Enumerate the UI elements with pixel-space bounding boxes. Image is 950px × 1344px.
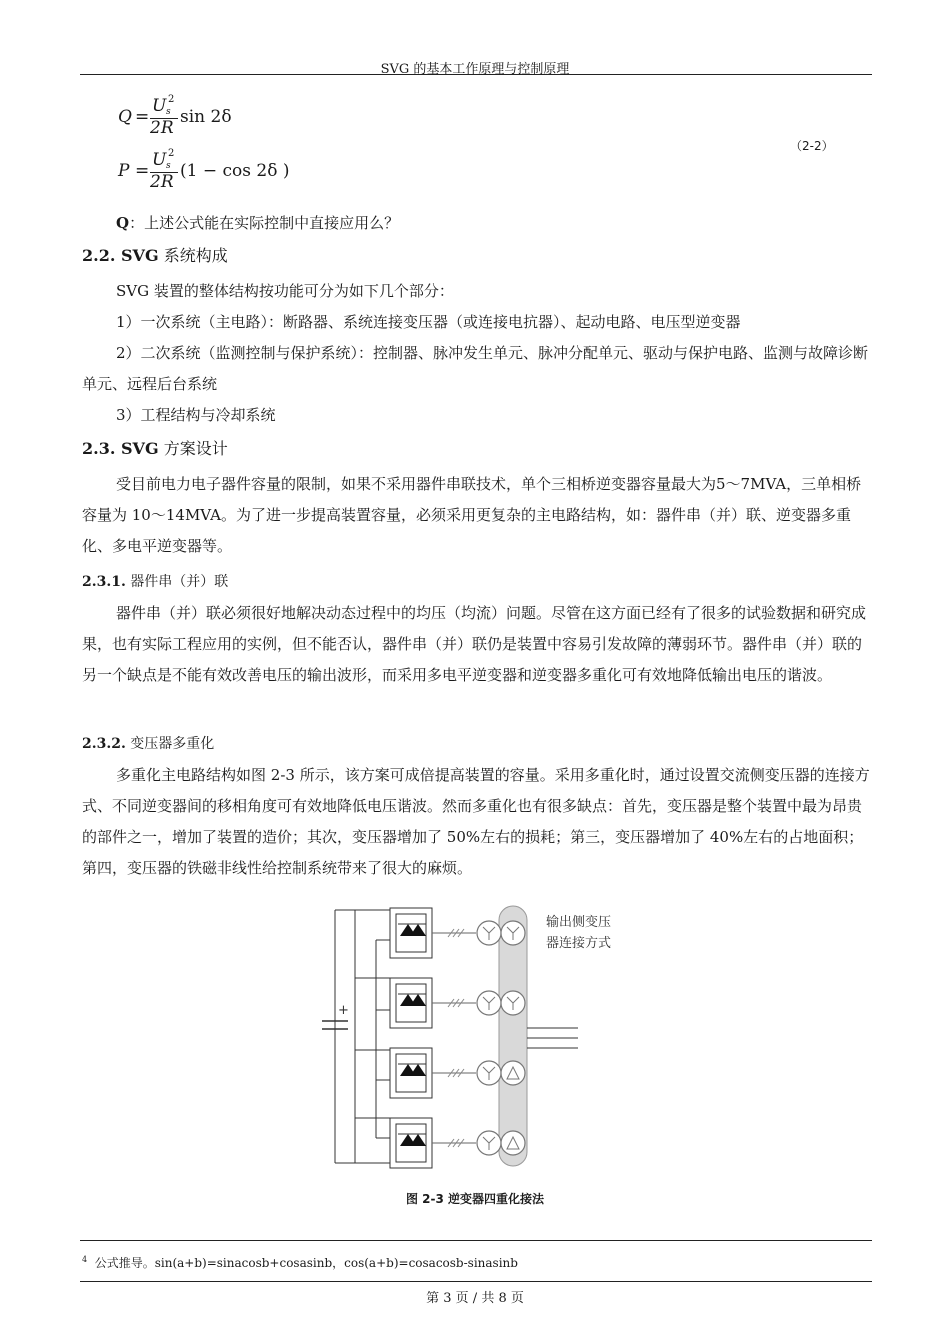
phase-hatch-marks xyxy=(448,929,464,1147)
section-2-3-1-number: 2.3.1. xyxy=(82,574,126,590)
numerator-u: U xyxy=(152,150,167,170)
section-2-2-item-2: 2）二次系统（监测控制与保护系统）：控制器、脉冲发生单元、脉冲分配单元、驱动与保护电路、监测与故障诊断单元、远程后台系统 xyxy=(82,344,869,393)
section-2-3-paragraph: 受目前电力电子器件容量的限制，如果不采用器件串联技术，单个三相桥逆变器容量最大为5～7MVA，三单相桥容量为 10～14MVA。为了进一步提高装置容量，必须采用更复杂的主电路结构，如：器件串（并）联、逆变器多重化、多电平逆变器等。 xyxy=(82,475,862,555)
section-2-3-2-paragraph: 多重化主电路结构如图 2-3 所示，该方案可成倍提高装置的容量。采用多重化时，通过设置交流侧变压器的连接方式、不同逆变器间的移相角度可有效地降低电压谐波。然而多重化也有很多缺点：首先，变压器是整个装置中最为昂贵的部件之一，增加了装置的造价；其次，变压器增加了 50%左右的损耗；第三，变压器增加了 40%左右的占地面积；第四，变压器的铁磁非线性给控制系统带来了很大的麻烦。 xyxy=(82,766,870,877)
section-2-2-number: 2.2. SVG xyxy=(82,246,159,265)
numerator-sup: 2 xyxy=(168,94,175,105)
ac-output-lines xyxy=(527,1028,578,1048)
question-label: Q xyxy=(116,214,130,232)
section-2-3-2-number: 2.3.2. xyxy=(82,736,126,752)
equals-sign: = xyxy=(135,161,150,181)
section-2-3-title: 方案设计 xyxy=(158,439,228,458)
section-2-3-2-title: 变压器多重化 xyxy=(125,736,215,752)
transformer-secondary-winding xyxy=(501,1061,525,1085)
numerator-sup: 2 xyxy=(168,148,175,159)
section-2-2-item-1: 1）一次系统（主电路）：断路器、系统连接变压器（或连接电抗器）、起动电路、电压型逆变器 xyxy=(116,313,741,331)
section-2-3-1-paragraph: 器件串（并）联必须很好地解决动态过程中的均压（均流）问题。尽管在这方面已经有了很多的试验数据和研究成果，也有实际工程应用的实例，但不能否认，器件串（并）联仍是装置中容易引发故障的薄弱环节。器件串（并）联的另一个缺点是不能有效改善电压的输出波形，而采用多电平逆变器和逆变器多重化可有效地降低输出电压的谐波。 xyxy=(82,604,867,684)
page-footer: 第 3 页 / 共 8 页 xyxy=(426,1291,524,1306)
question-line xyxy=(116,208,816,239)
section-2-3-1-title: 器件串（并）联 xyxy=(125,574,229,590)
footnote-marker: 4 xyxy=(82,1255,88,1264)
footnote-text: 公式推导。sin(a+b)=sinacosb+cosasinb，cos(a+b)=cosacosb-sinasinb xyxy=(94,1256,518,1270)
section-2-3-1-heading xyxy=(82,571,228,591)
section-2-2-item-3: 3）工程结构与冷却系统 xyxy=(116,406,276,424)
p-symbol: P xyxy=(118,161,130,181)
footnote-rule xyxy=(80,1240,872,1241)
section-2-3-heading xyxy=(82,436,228,459)
numerator-sub: s xyxy=(166,107,171,117)
section-2-2-intro: SVG 装置的整体结构按功能可分为如下几个部分： xyxy=(116,282,454,300)
inverter-module xyxy=(390,1048,432,1098)
footer-rule xyxy=(80,1281,872,1282)
section-2-2-title: 系统构成 xyxy=(158,246,228,265)
section-2-2-heading xyxy=(82,243,228,266)
denominator: 2R xyxy=(150,172,174,192)
q-symbol: Q xyxy=(118,107,132,127)
figure-annotation xyxy=(546,912,611,954)
inverter-module xyxy=(390,978,432,1028)
inverter-module xyxy=(390,1118,432,1168)
footnote xyxy=(82,1254,518,1271)
equation-block xyxy=(0,0,950,200)
p-rhs: (1 − cos 2δ ) xyxy=(180,161,290,181)
numerator-u: U xyxy=(152,96,167,116)
denominator: 2R xyxy=(150,118,174,138)
inverter-module xyxy=(390,908,432,958)
section-2-3-2-heading xyxy=(82,733,214,753)
page-header: SVG 的基本工作原理与控制原理 xyxy=(380,62,570,77)
figure-caption: 图 2-3 逆变器四重化接法 xyxy=(405,1192,545,1206)
numerator-sub: s xyxy=(166,161,171,171)
annotation-line-2: 器连接方式 xyxy=(546,936,612,951)
question-text: ：上述公式能在实际控制中直接应用么？ xyxy=(129,214,400,232)
equation-number: （2-2） xyxy=(790,139,834,153)
capacitor-plus-sign: + xyxy=(338,1003,349,1018)
section-2-3-number: 2.3. SVG xyxy=(82,439,159,458)
transformer-secondary-winding xyxy=(501,1131,525,1155)
equals-sign: = xyxy=(135,107,150,127)
q-rhs: sin 2δ xyxy=(180,107,232,127)
annotation-line-1: 输出侧变压 xyxy=(546,915,612,930)
